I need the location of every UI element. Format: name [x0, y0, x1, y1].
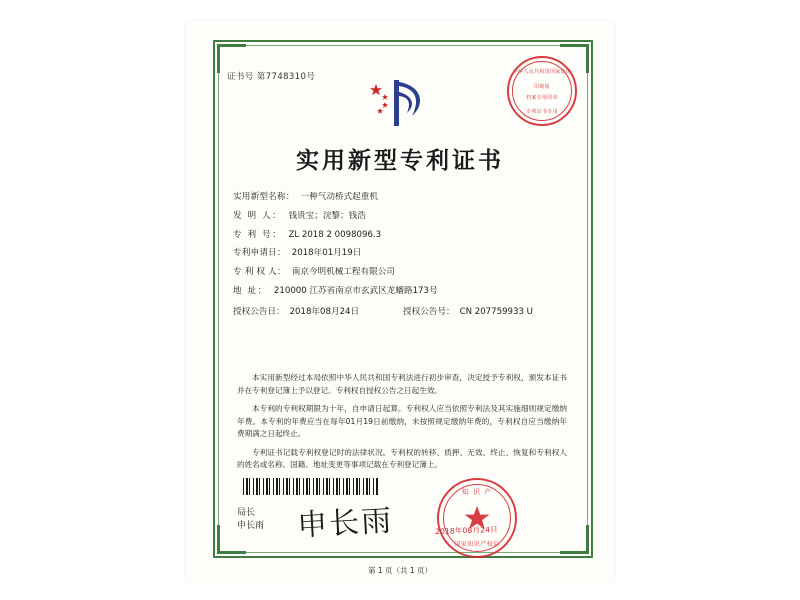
- field-row-patentee: [233, 267, 573, 277]
- signer-name: 申长雨: [237, 521, 265, 532]
- legal-paragraph: 本专利的专利权期限为十年，自申请日起算。专利权人应当依照专利法及其实施细则规定缴纳年费。本专利的年费应当在每年01月19日前缴纳，未按照规定缴纳年费的，专利权自应当缴纳年费期满之日起终止。: [237, 404, 567, 439]
- field-grant-date: [233, 305, 403, 317]
- field-label: 专利申请日：: [233, 248, 286, 259]
- field-label: 授权公告号：: [403, 306, 455, 317]
- page-title: 实用新型专利证书: [296, 148, 504, 174]
- barcode: [243, 478, 378, 495]
- field-publication-number: [403, 305, 573, 317]
- field-value: 2018年08月24日: [289, 306, 360, 317]
- field-label: 专 利 权 人：: [233, 267, 286, 278]
- field-row-application-date: [233, 248, 573, 258]
- field-label: 地 址：: [233, 286, 268, 297]
- seal-bottom-text: 国家知识产权局: [454, 541, 500, 548]
- field-label: 实用新型名称：: [233, 192, 295, 202]
- field-label: 授权公告日：: [233, 306, 285, 317]
- field-value: 钱贵宝；浣黎；钱浩: [288, 210, 366, 221]
- top-red-seal: [507, 56, 577, 126]
- legal-text-block: [237, 372, 567, 478]
- certificate-sheet: [185, 20, 615, 582]
- signature-labels: [237, 507, 264, 533]
- field-row-grant: [233, 305, 573, 317]
- seal-text-line: 印制版: [534, 84, 550, 90]
- field-row-name: [233, 192, 573, 202]
- field-value: CN 207759933 U: [459, 306, 533, 317]
- field-value: 南京今明机械工程有限公司: [291, 267, 395, 278]
- seal-date: 2018年08月24日: [434, 524, 499, 537]
- corner-ornament-icon: [560, 525, 589, 554]
- field-row-patent-number: [233, 230, 573, 240]
- corner-ornament-icon: [217, 44, 246, 73]
- field-value: 210000 江苏省南京市玄武区龙蟠路173号: [273, 286, 438, 297]
- official-red-seal: [434, 478, 517, 558]
- seal-top-text: 知 识 产: [461, 488, 493, 496]
- certificate-number: 证书号 第7748310号: [227, 72, 316, 82]
- field-list: [233, 192, 573, 325]
- field-label: 专 利 号：: [233, 229, 283, 240]
- field-value: 2018年01月19日: [291, 248, 362, 259]
- seal-text-line: 中华人民共和国国家知识: [512, 69, 572, 75]
- legal-paragraph: 本实用新型经过本局依照中华人民共和国专利法进行初步审查，决定授予专利权，颁发本证书并在专利登记簿上予以登记。专利权自授权公告之日起生效。: [237, 373, 567, 395]
- legal-paragraph: 专利证书记载专利权登记时的法律状况。专利权的转移、质押、无效、终止、恢复和专利权人的姓名或名称、国籍、地址变更等事项记载在专利登记簿上。: [237, 447, 567, 470]
- seal-text-line: 档案专用印章: [526, 95, 558, 101]
- patent-office-logo-icon: [364, 76, 436, 128]
- page-footer: 第 1 页（共 1 页）: [367, 566, 433, 575]
- field-value: 一种气动桥式起重机: [300, 192, 378, 202]
- handwritten-signature: 申长雨: [296, 503, 395, 544]
- field-value: ZL 2018 2 0098096.3: [288, 229, 382, 240]
- field-label: 发 明 人：: [233, 210, 283, 221]
- signer-title: 局长: [237, 508, 256, 518]
- field-row-address: [233, 286, 573, 296]
- field-row-inventor: [233, 211, 573, 221]
- seal-text-line: 专利证书专用: [526, 109, 558, 115]
